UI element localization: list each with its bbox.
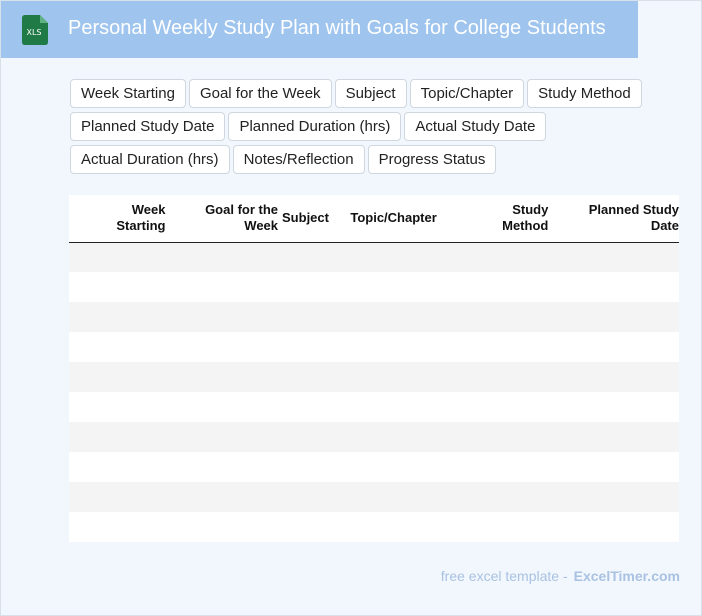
table-cell[interactable] (452, 512, 548, 542)
table-cell[interactable] (452, 452, 548, 482)
column-header-line: Week (131, 202, 166, 218)
table-row (69, 452, 679, 482)
table-cell[interactable] (452, 272, 548, 302)
column-header-line: Date (650, 218, 679, 234)
table-row (69, 362, 679, 392)
table-cell[interactable] (452, 242, 548, 272)
table-cell[interactable] (69, 452, 165, 482)
table-cell[interactable] (165, 482, 278, 512)
footer-prefix: free excel template - (440, 568, 568, 584)
field-chip[interactable]: Goal for the Week (189, 79, 332, 108)
table-cell[interactable] (346, 512, 452, 542)
svg-text:XLS: XLS (26, 28, 42, 37)
table-cell[interactable] (278, 362, 346, 392)
table-cell[interactable] (165, 392, 278, 422)
field-chip[interactable]: Study Method (527, 79, 642, 108)
table-cell[interactable] (69, 332, 165, 362)
field-chip[interactable]: Week Starting (70, 79, 186, 108)
field-chip[interactable]: Planned Study Date (70, 112, 225, 141)
table-cell[interactable] (278, 422, 346, 452)
footer-brand-link[interactable]: ExcelTimer.com (573, 568, 680, 584)
field-chip[interactable]: Subject (335, 79, 407, 108)
column-header-line: Study (512, 202, 549, 218)
table-cell[interactable] (165, 422, 278, 452)
table-row (69, 422, 679, 452)
page-title: Personal Weekly Study Plan with Goals for College Students (68, 17, 606, 39)
table-cell[interactable] (278, 332, 346, 362)
table-cell[interactable] (278, 512, 346, 542)
table-cell[interactable] (278, 272, 346, 302)
table-cell[interactable] (346, 452, 452, 482)
study-plan-table (69, 195, 679, 542)
table-cell[interactable] (548, 392, 679, 422)
column-header-line: Topic/Chapter (350, 210, 437, 226)
table-cell[interactable] (548, 272, 679, 302)
table-cell[interactable] (165, 362, 278, 392)
column-header (346, 195, 452, 242)
table-cell[interactable] (69, 272, 165, 302)
table-cell[interactable] (452, 392, 548, 422)
table-cell[interactable] (452, 332, 548, 362)
column-header-line: Starting (116, 218, 166, 234)
table-cell[interactable] (69, 242, 165, 272)
table-cell[interactable] (346, 482, 452, 512)
table-cell[interactable] (548, 362, 679, 392)
table-cell[interactable] (346, 332, 452, 362)
column-header (548, 195, 679, 242)
table-cell[interactable] (548, 332, 679, 362)
table-cell[interactable] (548, 242, 679, 272)
table-row (69, 392, 679, 422)
field-chip[interactable]: Notes/Reflection (233, 145, 365, 174)
table-cell[interactable] (278, 242, 346, 272)
table-row (69, 272, 679, 302)
table-cell[interactable] (69, 512, 165, 542)
column-header-line: Planned Study (588, 202, 679, 218)
table-cell[interactable] (452, 422, 548, 452)
table-cell[interactable] (278, 452, 346, 482)
table-cell[interactable] (69, 302, 165, 332)
footer-credit (441, 568, 680, 584)
table-cell[interactable] (346, 242, 452, 272)
table-cell[interactable] (165, 302, 278, 332)
table-cell[interactable] (165, 332, 278, 362)
column-header-line: Method (502, 218, 549, 234)
table-cell[interactable] (346, 272, 452, 302)
table-cell[interactable] (452, 302, 548, 332)
table-cell[interactable] (452, 482, 548, 512)
table-cell[interactable] (165, 242, 278, 272)
column-header (278, 195, 346, 242)
table-cell[interactable] (548, 422, 679, 452)
table-cell[interactable] (346, 302, 452, 332)
table-cell[interactable] (278, 482, 346, 512)
table-cell[interactable] (452, 362, 548, 392)
table-cell[interactable] (165, 452, 278, 482)
table-row (69, 302, 679, 332)
table-header-row (69, 195, 679, 242)
table-cell[interactable] (346, 422, 452, 452)
field-chip[interactable]: Planned Duration (hrs) (228, 112, 401, 141)
table-cell[interactable] (548, 512, 679, 542)
title-bar (1, 1, 638, 58)
field-chip[interactable]: Actual Duration (hrs) (70, 145, 230, 174)
xls-file-icon (22, 15, 48, 45)
field-chip-list (70, 79, 702, 174)
table-cell[interactable] (548, 302, 679, 332)
table-cell[interactable] (69, 392, 165, 422)
column-header-line: Week (244, 218, 279, 234)
table-cell[interactable] (69, 422, 165, 452)
column-header-line: Goal for the (205, 202, 279, 218)
table-row (69, 512, 679, 542)
table-cell[interactable] (548, 482, 679, 512)
table-cell[interactable] (346, 362, 452, 392)
table-row (69, 242, 679, 272)
field-chip[interactable]: Progress Status (368, 145, 497, 174)
field-chip[interactable]: Topic/Chapter (410, 79, 525, 108)
table-cell[interactable] (69, 362, 165, 392)
table-cell[interactable] (548, 452, 679, 482)
column-header-line: Subject (282, 210, 329, 226)
column-header (69, 195, 165, 242)
table-cell[interactable] (346, 392, 452, 422)
table-cell[interactable] (165, 512, 278, 542)
column-header (452, 195, 548, 242)
table-cell[interactable] (278, 392, 346, 422)
field-chip[interactable]: Actual Study Date (404, 112, 546, 141)
table-cell[interactable] (278, 302, 346, 332)
column-header (165, 195, 278, 242)
table-row (69, 332, 679, 362)
table-row (69, 482, 679, 512)
table-cell[interactable] (69, 482, 165, 512)
table-cell[interactable] (165, 272, 278, 302)
